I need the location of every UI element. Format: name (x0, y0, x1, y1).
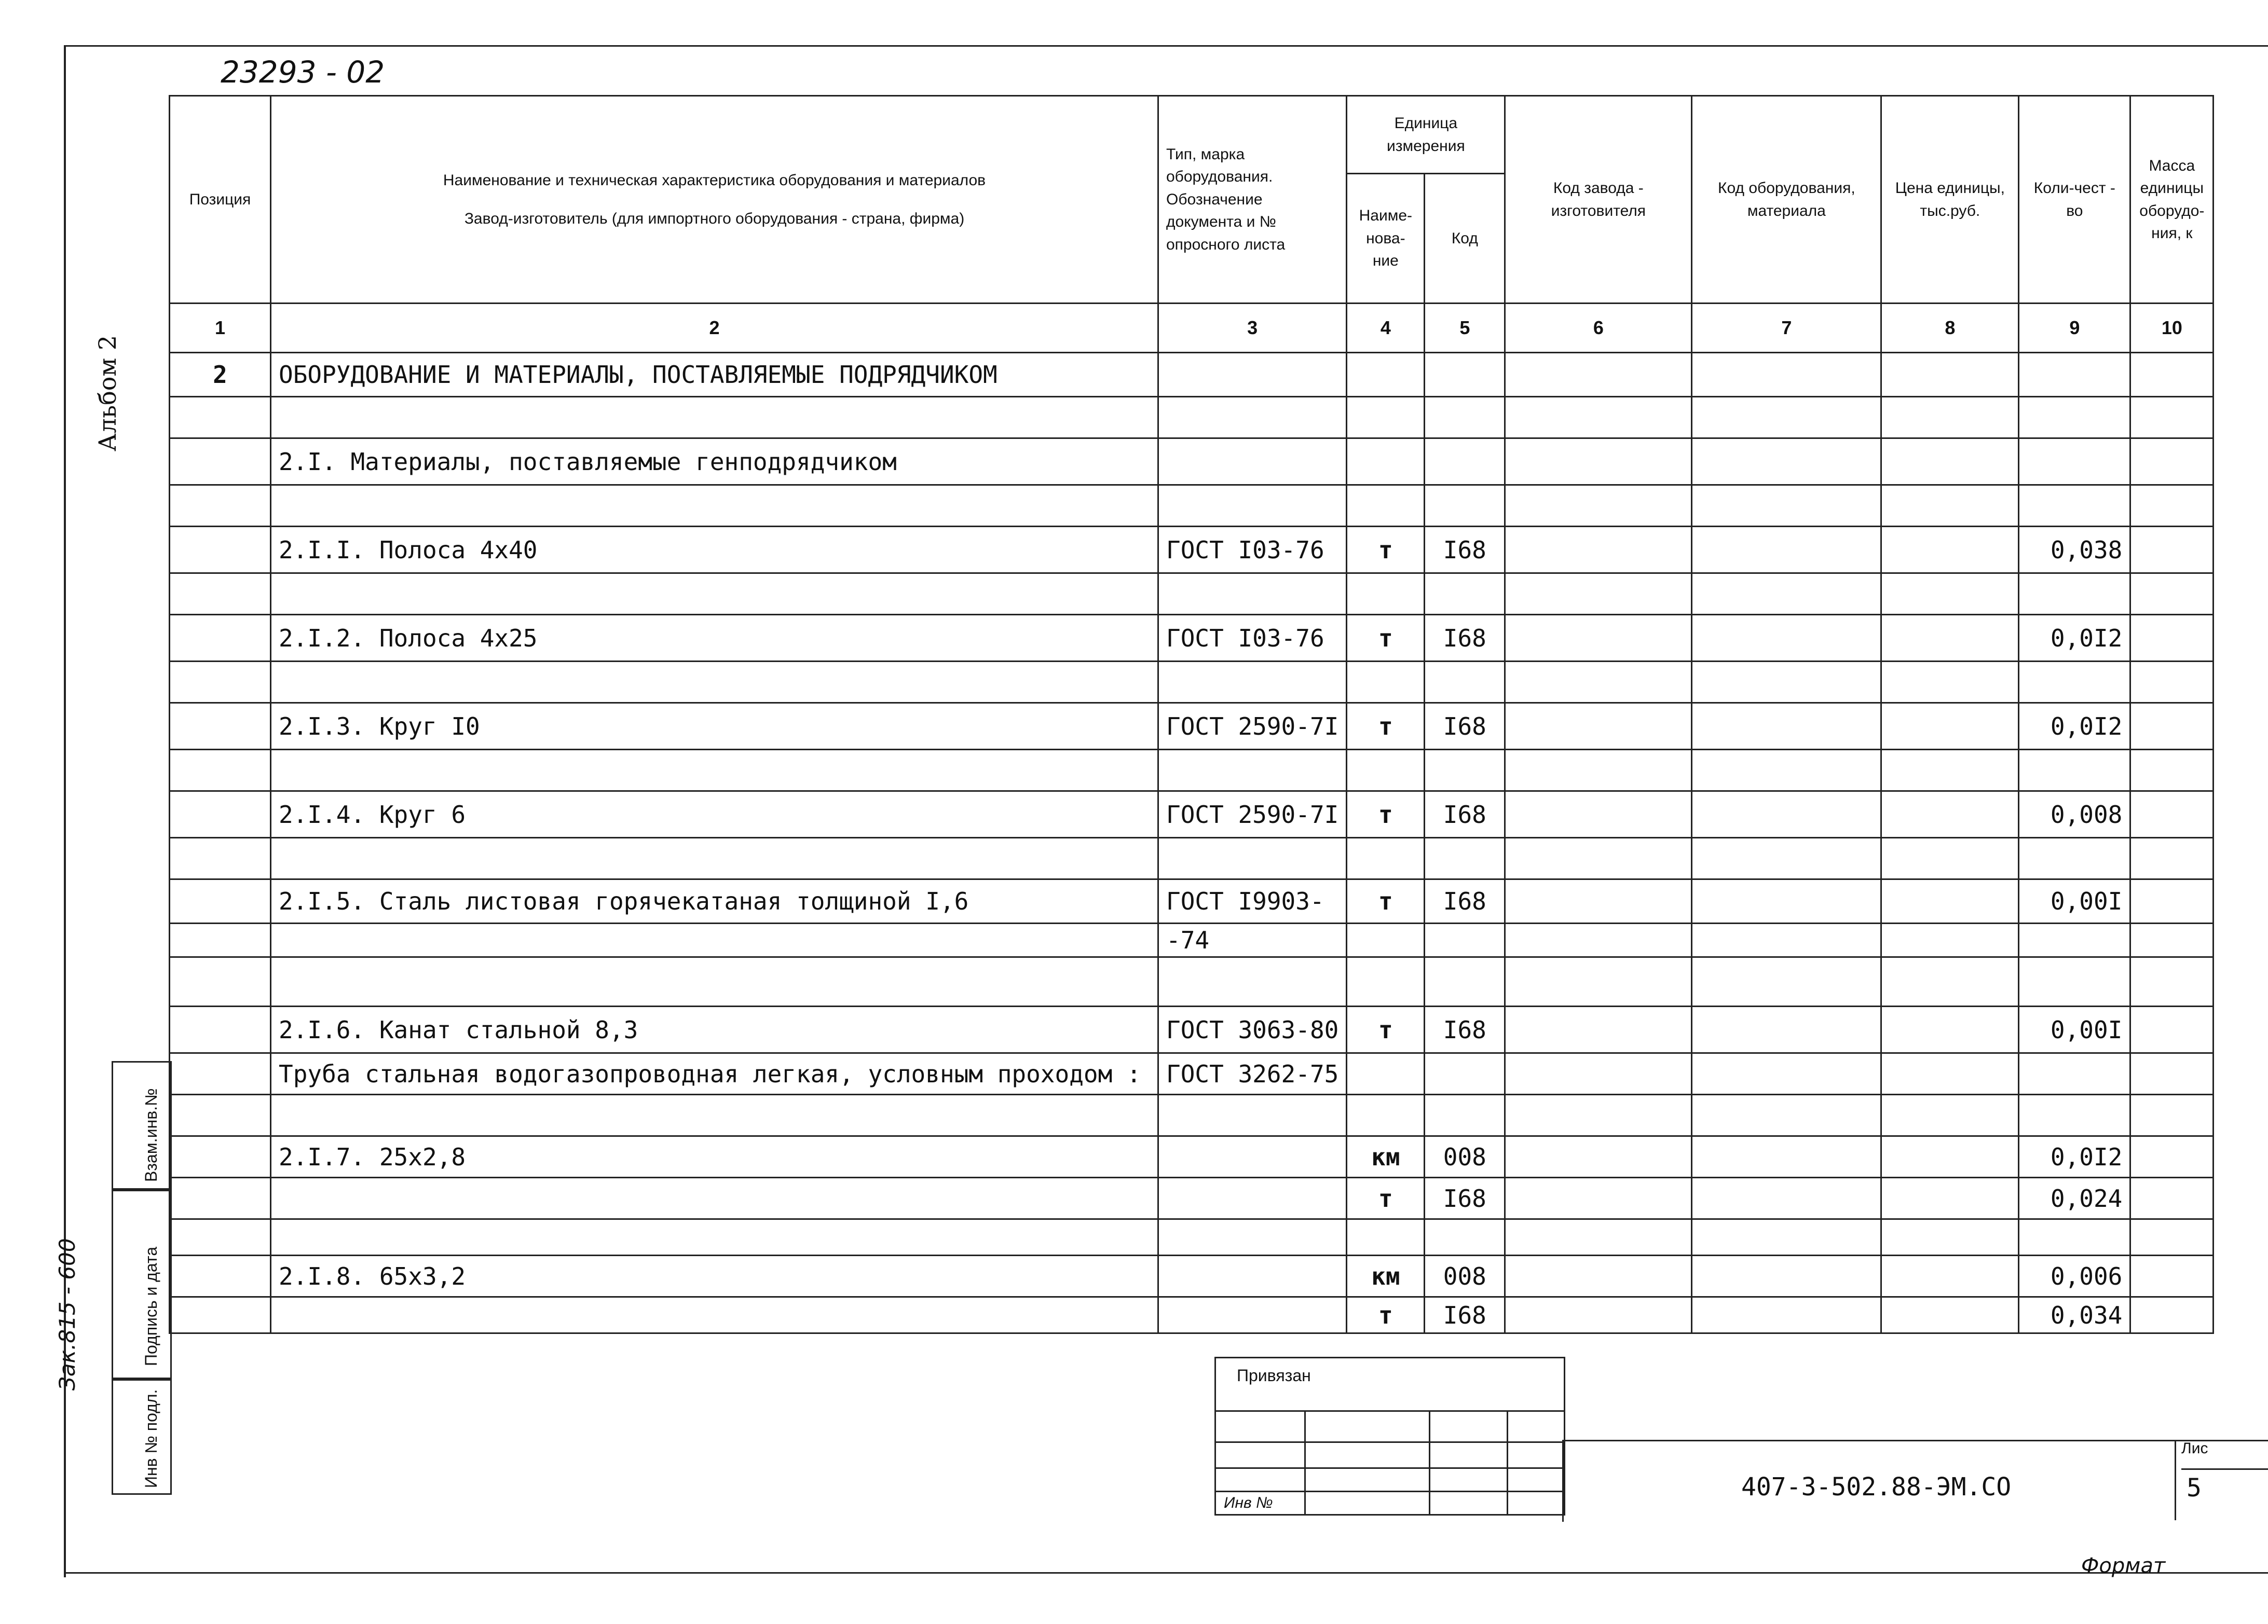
code-cell (1425, 353, 1505, 397)
document-cell: ГОСТ I03-76 (1158, 615, 1347, 662)
unit-cell (1347, 485, 1425, 527)
col-number: 6 (1505, 304, 1692, 353)
unit-cell (1347, 438, 1425, 485)
quantity-cell (2019, 924, 2130, 957)
sheet-label: Лис (2181, 1440, 2268, 1470)
code-cell: 008 (1425, 1136, 1505, 1178)
code-cell (1425, 924, 1505, 957)
name-cell (271, 1095, 1158, 1136)
material-code-cell (1692, 1219, 1881, 1256)
material-code-cell (1692, 615, 1881, 662)
mass-cell (2130, 1297, 2214, 1333)
position-cell (170, 1297, 271, 1333)
mass-cell (2130, 527, 2214, 573)
table-row (170, 353, 2214, 397)
document-cell: ГОСТ I03-76 (1158, 527, 1347, 573)
document-cell (1158, 485, 1347, 527)
quantity-cell: 0,006 (2019, 1256, 2130, 1297)
factory-code-cell (1505, 838, 1692, 879)
factory-code-cell (1505, 703, 1692, 750)
document-cell (1158, 957, 1347, 1007)
side-box-signature (112, 1188, 172, 1381)
side-label-signature: Подпись и дата (142, 1246, 160, 1366)
name-cell: 2.I.8. 65х3,2 (271, 1256, 1158, 1297)
header-quantity: Коли-чест - во (2019, 96, 2130, 304)
side-label-inventory: Инв № подл. (142, 1389, 160, 1488)
quantity-cell: 0,00I (2019, 1007, 2130, 1053)
column-number-row (170, 304, 2214, 353)
code-cell (1425, 485, 1505, 527)
name-cell (271, 957, 1158, 1007)
price-cell (1881, 1219, 2019, 1256)
unit-cell: км (1347, 1256, 1425, 1297)
position-cell (170, 750, 271, 791)
material-code-cell (1692, 438, 1881, 485)
factory-code-cell (1505, 527, 1692, 573)
col-number: 10 (2130, 304, 2214, 353)
table-row (170, 485, 2214, 527)
code-cell (1425, 1095, 1505, 1136)
mass-cell (2130, 438, 2214, 485)
code-cell (1425, 662, 1505, 703)
unit-cell (1347, 573, 1425, 615)
document-cell (1158, 397, 1347, 438)
material-code-cell (1692, 1007, 1881, 1053)
material-code-cell (1692, 703, 1881, 750)
header-name-line2: Завод-изготовитель (для импортного оборудования - страна, фирма) (464, 210, 965, 227)
name-cell (271, 1219, 1158, 1256)
factory-code-cell (1505, 957, 1692, 1007)
material-code-cell (1692, 924, 1881, 957)
price-cell (1881, 1095, 2019, 1136)
document-cell (1158, 1256, 1347, 1297)
table-row (170, 1219, 2214, 1256)
quantity-cell: 0,008 (2019, 791, 2130, 838)
material-code-cell (1692, 1053, 1881, 1095)
name-cell: 2.I.6. Канат стальной 8,3 (271, 1007, 1158, 1053)
table-row (170, 1095, 2214, 1136)
material-code-cell (1692, 1136, 1881, 1178)
price-cell (1881, 527, 2019, 573)
mass-cell (2130, 1053, 2214, 1095)
material-code-cell (1692, 662, 1881, 703)
document-cell: ГОСТ 2590-7I (1158, 791, 1347, 838)
name-cell (271, 397, 1158, 438)
document-cell (1158, 838, 1347, 879)
name-cell (271, 1178, 1158, 1219)
code-cell (1425, 957, 1505, 1007)
factory-code-cell (1505, 1219, 1692, 1256)
col-number: 2 (271, 304, 1158, 353)
quantity-cell (2019, 397, 2130, 438)
material-code-cell (1692, 573, 1881, 615)
factory-code-cell (1505, 1053, 1692, 1095)
unit-cell: км (1347, 1136, 1425, 1178)
name-cell: 2.I.2. Полоса 4х25 (271, 615, 1158, 662)
name-cell: Труба стальная водогазопроводная легкая, условным проходом : (271, 1053, 1158, 1095)
material-code-cell (1692, 1178, 1881, 1219)
document-number: 23293 - 02 (221, 54, 385, 90)
mass-cell (2130, 791, 2214, 838)
table-row (170, 573, 2214, 615)
price-cell (1881, 924, 2019, 957)
document-cell (1158, 353, 1347, 397)
quantity-cell (2019, 1053, 2130, 1095)
price-cell (1881, 838, 2019, 879)
mass-cell (2130, 879, 2214, 924)
quantity-cell (2019, 750, 2130, 791)
factory-code-cell (1505, 1256, 1692, 1297)
factory-code-cell (1505, 485, 1692, 527)
position-cell (170, 1053, 271, 1095)
document-cell (1158, 1095, 1347, 1136)
code-cell: I68 (1425, 527, 1505, 573)
name-cell: 2.I.7. 25х2,8 (271, 1136, 1158, 1178)
bottom-frame-line (64, 1572, 2268, 1574)
name-cell: 2.I.4. Круг 6 (271, 791, 1158, 838)
factory-code-cell (1505, 1007, 1692, 1053)
position-cell (170, 1178, 271, 1219)
document-cell (1158, 1136, 1347, 1178)
price-cell (1881, 397, 2019, 438)
position-cell (170, 438, 271, 485)
table-row (170, 879, 2214, 924)
col-number: 7 (1692, 304, 1881, 353)
price-cell (1881, 438, 2019, 485)
table-row (170, 750, 2214, 791)
material-code-cell (1692, 485, 1881, 527)
unit-cell: т (1347, 703, 1425, 750)
name-cell (271, 750, 1158, 791)
name-cell: 2.I.3. Круг I0 (271, 703, 1158, 750)
side-box-inventory (112, 1378, 172, 1495)
position-cell: 2 (170, 353, 271, 397)
quantity-cell: 0,024 (2019, 1178, 2130, 1219)
position-cell (170, 879, 271, 924)
material-code-cell (1692, 397, 1881, 438)
unit-cell (1347, 1219, 1425, 1256)
mass-cell (2130, 1178, 2214, 1219)
code-cell (1425, 1219, 1505, 1256)
price-cell (1881, 573, 2019, 615)
document-cell: -74 (1158, 924, 1347, 957)
mass-cell (2130, 1136, 2214, 1178)
table-row (170, 1136, 2214, 1178)
header-name (271, 96, 1158, 304)
document-designation: 407-3-502.88-ЭМ.СО (1741, 1472, 2012, 1502)
material-code-cell (1692, 957, 1881, 1007)
position-cell (170, 1256, 271, 1297)
code-cell: 008 (1425, 1256, 1505, 1297)
document-cell (1158, 438, 1347, 485)
factory-code-cell (1505, 1095, 1692, 1136)
header-name-line1: Наименование и техническая характеристика оборудования и материалов (443, 172, 986, 189)
document-cell: ГОСТ 3063-80 (1158, 1007, 1347, 1053)
quantity-cell (2019, 573, 2130, 615)
factory-code-cell (1505, 1136, 1692, 1178)
price-cell (1881, 1178, 2019, 1219)
factory-code-cell (1505, 791, 1692, 838)
position-cell (170, 485, 271, 527)
price-cell (1881, 353, 2019, 397)
table-row (170, 1297, 2214, 1333)
quantity-cell (2019, 353, 2130, 397)
header-position: Позиция (170, 96, 271, 304)
format-label: Формат (2081, 1554, 2166, 1578)
material-code-cell (1692, 1095, 1881, 1136)
table-row (170, 791, 2214, 838)
name-cell (271, 838, 1158, 879)
unit-cell: т (1347, 1297, 1425, 1333)
factory-code-cell (1505, 879, 1692, 924)
mass-cell (2130, 703, 2214, 750)
position-cell (170, 573, 271, 615)
name-cell (271, 662, 1158, 703)
name-cell: 2.I. Материалы, поставляемые генподрядчиком (271, 438, 1158, 485)
price-cell (1881, 1297, 2019, 1333)
col-number: 1 (170, 304, 271, 353)
factory-code-cell (1505, 573, 1692, 615)
order-number: Зак.815 - 600 (54, 1238, 80, 1391)
table-row (170, 615, 2214, 662)
factory-code-cell (1505, 662, 1692, 703)
document-cell: ГОСТ 2590-7I (1158, 703, 1347, 750)
material-code-cell (1692, 353, 1881, 397)
table-row (170, 527, 2214, 573)
quantity-cell: 0,0I2 (2019, 615, 2130, 662)
album-label: Альбом 2 (93, 335, 121, 451)
price-cell (1881, 1136, 2019, 1178)
table-row (170, 1053, 2214, 1095)
table-row (170, 957, 2214, 1007)
specification-table (169, 95, 2214, 1334)
code-cell: I68 (1425, 1007, 1505, 1053)
unit-cell: т (1347, 527, 1425, 573)
price-cell (1881, 879, 2019, 924)
code-cell (1425, 573, 1505, 615)
position-cell (170, 838, 271, 879)
unit-cell (1347, 924, 1425, 957)
price-cell (1881, 1007, 2019, 1053)
quantity-cell (2019, 1219, 2130, 1256)
unit-cell (1347, 397, 1425, 438)
header-type: Тип, марка оборудования. Обозначение документа и № опросного листа (1158, 96, 1347, 304)
material-code-cell (1692, 527, 1881, 573)
code-cell (1425, 750, 1505, 791)
quantity-cell: 0,034 (2019, 1297, 2130, 1333)
col-number: 8 (1881, 304, 2019, 353)
factory-code-cell (1505, 397, 1692, 438)
document-cell (1158, 1297, 1347, 1333)
quantity-cell (2019, 485, 2130, 527)
code-cell: I68 (1425, 879, 1505, 924)
header-factory-code: Код завода - изготовителя (1505, 96, 1692, 304)
material-code-cell (1692, 838, 1881, 879)
table-row (170, 438, 2214, 485)
mass-cell (2130, 1256, 2214, 1297)
price-cell (1881, 1053, 2019, 1095)
price-cell (1881, 662, 2019, 703)
unit-cell (1347, 957, 1425, 1007)
mass-cell (2130, 1095, 2214, 1136)
col-number: 9 (2019, 304, 2130, 353)
quantity-cell (2019, 662, 2130, 703)
header-unit-group: Единица измерения (1347, 96, 1505, 174)
name-cell: 2.I.I. Полоса 4х40 (271, 527, 1158, 573)
position-cell (170, 1095, 271, 1136)
price-cell (1881, 791, 2019, 838)
name-cell (271, 1297, 1158, 1333)
factory-code-cell (1505, 353, 1692, 397)
document-cell: ГОСТ 3262-75 (1158, 1053, 1347, 1095)
mass-cell (2130, 573, 2214, 615)
header-mass: Масса единицы оборудо-ния, к (2130, 96, 2214, 304)
name-cell (271, 924, 1158, 957)
unit-cell (1347, 353, 1425, 397)
table-row (170, 662, 2214, 703)
position-cell (170, 791, 271, 838)
quantity-cell (2019, 838, 2130, 879)
price-cell (1881, 1256, 2019, 1297)
name-cell (271, 573, 1158, 615)
quantity-cell: 0,00I (2019, 879, 2130, 924)
quantity-cell (2019, 438, 2130, 485)
material-code-cell (1692, 1297, 1881, 1333)
bound-label: Привязан (1237, 1366, 1311, 1385)
document-cell (1158, 662, 1347, 703)
binding-stamp (1214, 1357, 1565, 1516)
quantity-cell (2019, 1095, 2130, 1136)
factory-code-cell (1505, 1178, 1692, 1219)
position-cell (170, 1219, 271, 1256)
price-cell (1881, 957, 2019, 1007)
document-cell (1158, 750, 1347, 791)
position-cell (170, 1136, 271, 1178)
mass-cell (2130, 750, 2214, 791)
table-row (170, 924, 2214, 957)
col-number: 4 (1347, 304, 1425, 353)
mass-cell (2130, 1007, 2214, 1053)
sheet-cell (2175, 1440, 2268, 1520)
code-cell: I68 (1425, 791, 1505, 838)
quantity-cell: 0,038 (2019, 527, 2130, 573)
document-cell (1158, 573, 1347, 615)
unit-cell (1347, 750, 1425, 791)
price-cell (1881, 485, 2019, 527)
position-cell (170, 615, 271, 662)
price-cell (1881, 703, 2019, 750)
code-cell (1425, 397, 1505, 438)
unit-cell (1347, 838, 1425, 879)
col-number: 5 (1425, 304, 1505, 353)
material-code-cell (1692, 750, 1881, 791)
unit-cell: т (1347, 1007, 1425, 1053)
mass-cell (2130, 353, 2214, 397)
factory-code-cell (1505, 1297, 1692, 1333)
mass-cell (2130, 662, 2214, 703)
unit-cell: т (1347, 615, 1425, 662)
material-code-cell (1692, 879, 1881, 924)
factory-code-cell (1505, 750, 1692, 791)
mass-cell (2130, 957, 2214, 1007)
document-cell: ГОСТ I9903- (1158, 879, 1347, 924)
mass-cell (2130, 924, 2214, 957)
header-price: Цена единицы, тыс.руб. (1881, 96, 2019, 304)
quantity-cell: 0,0I2 (2019, 703, 2130, 750)
side-label-replacement: Взам.инв.№ (142, 1088, 160, 1182)
factory-code-cell (1505, 615, 1692, 662)
factory-code-cell (1505, 438, 1692, 485)
table-row (170, 1007, 2214, 1053)
header-material-code: Код оборудования, материала (1692, 96, 1881, 304)
quantity-cell (2019, 957, 2130, 1007)
sheet-number: 5 (2187, 1474, 2202, 1503)
table-row (170, 1178, 2214, 1219)
table-row (170, 838, 2214, 879)
mass-cell (2130, 397, 2214, 438)
inventory-label: Инв № (1224, 1494, 1273, 1511)
position-cell (170, 662, 271, 703)
material-code-cell (1692, 791, 1881, 838)
document-cell (1158, 1178, 1347, 1219)
mass-cell (2130, 485, 2214, 527)
unit-cell: т (1347, 791, 1425, 838)
quantity-cell: 0,0I2 (2019, 1136, 2130, 1178)
unit-cell: т (1347, 879, 1425, 924)
table-row (170, 397, 2214, 438)
header-unit-name: Наиме-нова-ние (1347, 174, 1425, 304)
position-cell (170, 527, 271, 573)
code-cell (1425, 838, 1505, 879)
table-row (170, 1256, 2214, 1297)
code-cell (1425, 1053, 1505, 1095)
code-cell: I68 (1425, 615, 1505, 662)
unit-cell (1347, 1053, 1425, 1095)
position-cell (170, 957, 271, 1007)
mass-cell (2130, 1219, 2214, 1256)
position-cell (170, 397, 271, 438)
code-cell: I68 (1425, 1297, 1505, 1333)
col-number: 3 (1158, 304, 1347, 353)
factory-code-cell (1505, 924, 1692, 957)
unit-cell (1347, 1095, 1425, 1136)
header-unit-code: Код (1425, 174, 1505, 304)
mass-cell (2130, 838, 2214, 879)
price-cell (1881, 615, 2019, 662)
position-cell (170, 924, 271, 957)
table-row (170, 703, 2214, 750)
name-cell: ОБОРУДОВАНИЕ И МАТЕРИАЛЫ, ПОСТАВЛЯЕМЫЕ ПОДРЯДЧИКОМ (271, 353, 1158, 397)
name-cell (271, 485, 1158, 527)
name-cell: 2.I.5. Сталь листовая горячекатаная толщиной I,6 (271, 879, 1158, 924)
mass-cell (2130, 615, 2214, 662)
code-cell: I68 (1425, 703, 1505, 750)
unit-cell (1347, 662, 1425, 703)
document-cell (1158, 1219, 1347, 1256)
price-cell (1881, 750, 2019, 791)
unit-cell: т (1347, 1178, 1425, 1219)
material-code-cell (1692, 1256, 1881, 1297)
position-cell (170, 703, 271, 750)
code-cell (1425, 438, 1505, 485)
position-cell (170, 1007, 271, 1053)
code-cell: I68 (1425, 1178, 1505, 1219)
side-box-replacement (112, 1061, 172, 1191)
